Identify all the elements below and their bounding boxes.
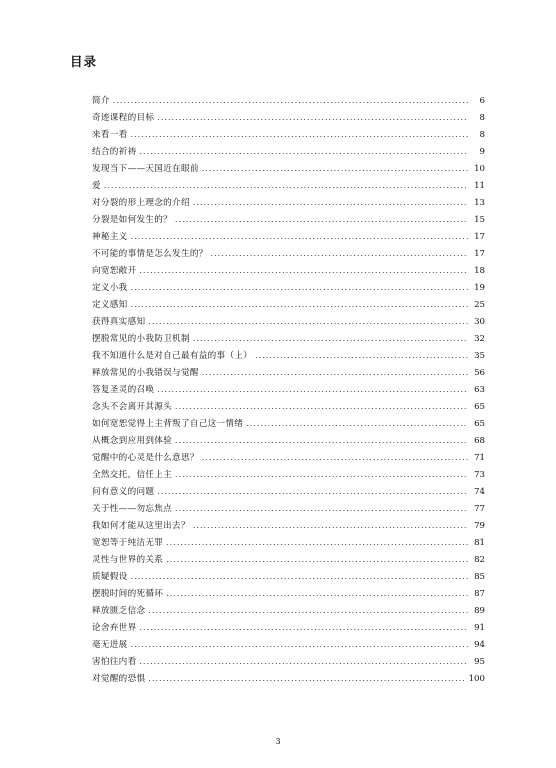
- dot-leader: [104, 177, 468, 194]
- toc-entry-page: 82: [474, 555, 485, 565]
- toc-entry-title: 爱: [92, 181, 101, 191]
- page-title: 目录: [70, 54, 98, 69]
- toc-entry-page: 79: [474, 521, 485, 531]
- toc-entry[interactable]: [92, 92, 485, 109]
- toc-entry-title: 简介: [92, 96, 110, 106]
- toc-entry[interactable]: [92, 177, 485, 194]
- toc-entry[interactable]: [92, 466, 485, 483]
- toc-entry-page: 18: [474, 266, 485, 276]
- toc-entry[interactable]: [92, 415, 485, 432]
- toc-entry[interactable]: [92, 160, 485, 177]
- dot-leader: [175, 398, 468, 415]
- toc-entry-title: 定义小我: [92, 283, 128, 293]
- toc-entry-page: 91: [474, 623, 485, 633]
- toc-entry-page: 77: [474, 504, 485, 514]
- dot-leader: [148, 602, 468, 619]
- dot-leader: [175, 466, 468, 483]
- toc-entry-page: 13: [474, 198, 485, 208]
- toc-entry-title: 从概念到应用到体验: [92, 436, 173, 446]
- toc-entry[interactable]: [92, 126, 485, 143]
- toc-entry-title: 摆脱常见的小我防卫机制: [92, 334, 190, 344]
- toc-entry-title: 我不知道什么是对自己最有益的事（上）: [92, 351, 253, 361]
- toc-entry[interactable]: [92, 517, 485, 534]
- toc-entry[interactable]: [92, 619, 485, 636]
- dot-leader: [193, 330, 468, 347]
- toc-entry-page: 85: [474, 572, 485, 582]
- dot-leader: [131, 568, 468, 585]
- toc-entry-title: 质疑假设: [92, 572, 128, 582]
- toc-entry[interactable]: [92, 636, 485, 653]
- toc-entry[interactable]: [92, 347, 485, 364]
- dot-leader: [131, 126, 468, 143]
- toc-entry-title: 发现当下——天国近在眼前: [92, 164, 199, 174]
- dot-leader: [148, 313, 468, 330]
- toc-entry-title: 宽恕等于纯洁无罪: [92, 538, 164, 548]
- toc-entry-page: 56: [474, 368, 485, 378]
- dot-leader: [166, 551, 468, 568]
- toc-entry[interactable]: [92, 381, 485, 398]
- toc-entry[interactable]: [92, 568, 485, 585]
- dot-leader: [255, 347, 468, 364]
- toc-entry[interactable]: [92, 194, 485, 211]
- toc-entry[interactable]: [92, 670, 485, 687]
- dot-leader: [175, 432, 468, 449]
- toc-entry-page: 17: [474, 232, 485, 242]
- toc-entry[interactable]: [92, 228, 485, 245]
- toc-entry[interactable]: [92, 296, 485, 313]
- table-of-contents: [92, 92, 485, 687]
- dot-leader: [211, 245, 468, 262]
- toc-entry-title: 觉醒中的心灵是什么意思？: [92, 453, 199, 463]
- dot-leader: [113, 92, 468, 109]
- toc-entry[interactable]: [92, 262, 485, 279]
- toc-entry[interactable]: [92, 602, 485, 619]
- toc-entry-page: 6: [479, 96, 485, 106]
- toc-entry[interactable]: [92, 432, 485, 449]
- toc-entry-title: 关于性——勿忘焦点: [92, 504, 173, 514]
- toc-entry-title: 结合的祈祷: [92, 147, 137, 157]
- toc-entry-page: 94: [474, 640, 485, 650]
- dot-leader: [175, 211, 468, 228]
- dot-leader: [131, 279, 468, 296]
- page-number: 3: [275, 737, 281, 746]
- toc-entry-title: 不可能的事情是怎么发生的？: [92, 249, 208, 259]
- toc-entry-page: 9: [479, 147, 485, 157]
- toc-entry-title: 我如何才能从这里出去？: [92, 521, 190, 531]
- toc-entry-title: 释放匮乏信念: [92, 606, 146, 616]
- toc-entry-page: 32: [474, 334, 485, 344]
- toc-entry-title: 灵性与世界的关系: [92, 555, 164, 565]
- dot-leader: [175, 500, 468, 517]
- toc-entry-page: 87: [474, 589, 485, 599]
- toc-entry-title: 分裂是如何发生的？: [92, 215, 173, 225]
- toc-entry-page: 81: [474, 538, 485, 548]
- toc-entry[interactable]: [92, 653, 485, 670]
- toc-entry-title: 问有意义的问题: [92, 487, 155, 497]
- toc-entry-page: 65: [474, 402, 485, 412]
- dot-leader: [139, 619, 468, 636]
- toc-entry[interactable]: [92, 313, 485, 330]
- toc-entry-page: 10: [474, 164, 485, 174]
- toc-entry[interactable]: [92, 398, 485, 415]
- toc-entry-title: 奇迹课程的目标: [92, 113, 155, 123]
- dot-leader: [157, 483, 468, 500]
- dot-leader: [157, 381, 468, 398]
- dot-leader: [246, 415, 468, 432]
- toc-entry-page: 63: [474, 385, 485, 395]
- toc-entry[interactable]: [92, 364, 485, 381]
- toc-entry-page: 35: [474, 351, 485, 361]
- toc-entry-title: 来看一看: [92, 130, 128, 140]
- toc-entry-title: 答复圣灵的召唤: [92, 385, 155, 395]
- toc-entry[interactable]: [92, 500, 485, 517]
- toc-entry-page: 19: [474, 283, 485, 293]
- toc-entry-title: 定义感知: [92, 300, 128, 310]
- dot-leader: [131, 228, 468, 245]
- dot-leader: [202, 364, 468, 381]
- dot-leader: [139, 143, 468, 160]
- toc-entry-title: 神秘主义: [92, 232, 128, 242]
- toc-entry-page: 100: [468, 674, 485, 684]
- toc-entry[interactable]: [92, 534, 485, 551]
- toc-entry-page: 71: [474, 453, 485, 463]
- dot-leader: [166, 534, 468, 551]
- toc-entry[interactable]: [92, 245, 485, 262]
- toc-entry-page: 25: [474, 300, 485, 310]
- toc-entry-page: 68: [474, 436, 485, 446]
- toc-entry-title: 向宽恕敞开: [92, 266, 137, 276]
- dot-leader: [148, 670, 465, 687]
- dot-leader: [139, 653, 468, 670]
- toc-entry[interactable]: [92, 279, 485, 296]
- dot-leader: [193, 517, 468, 534]
- toc-entry-page: 8: [479, 113, 485, 123]
- toc-entry-title: 念头不会离开其源头: [92, 402, 173, 412]
- toc-entry-page: 8: [479, 130, 485, 140]
- toc-entry-page: 65: [474, 419, 485, 429]
- toc-entry-title: 摆脱时间的死循环: [92, 589, 164, 599]
- toc-entry[interactable]: [92, 483, 485, 500]
- toc-entry-title: 论舍弃世界: [92, 623, 137, 633]
- dot-leader: [131, 636, 468, 653]
- toc-entry[interactable]: [92, 143, 485, 160]
- dot-leader: [202, 449, 468, 466]
- toc-entry[interactable]: [92, 330, 485, 347]
- toc-entry-page: 95: [474, 657, 485, 667]
- toc-entry[interactable]: [92, 211, 485, 228]
- toc-entry-title: 释放常见的小我错误与觉醒: [92, 368, 199, 378]
- toc-entry-page: 11: [474, 181, 485, 191]
- toc-entry[interactable]: [92, 449, 485, 466]
- toc-entry-title: 对分裂的形上理念的介绍: [92, 198, 190, 208]
- toc-entry-page: 89: [474, 606, 485, 616]
- toc-entry-page: 30: [474, 317, 485, 327]
- toc-entry-title: 害怕往内看: [92, 657, 137, 667]
- dot-leader: [166, 585, 468, 602]
- toc-entry-title: 毫无进展: [92, 640, 128, 650]
- toc-entry-title: 获得真实感知: [92, 317, 146, 327]
- dot-leader: [139, 262, 468, 279]
- dot-leader: [131, 296, 468, 313]
- toc-entry[interactable]: [92, 585, 485, 602]
- toc-entry-page: 73: [474, 470, 485, 480]
- toc-entry-title: 全然交托，信任上主: [92, 470, 173, 480]
- dot-leader: [193, 194, 468, 211]
- toc-entry[interactable]: [92, 109, 485, 126]
- toc-entry[interactable]: [92, 551, 485, 568]
- toc-entry-title: 对觉醒的恐惧: [92, 674, 146, 684]
- dot-leader: [157, 109, 468, 126]
- toc-entry-page: 15: [474, 215, 485, 225]
- dot-leader: [202, 160, 468, 177]
- toc-entry-page: 17: [474, 249, 485, 259]
- toc-entry-title: 如何宽恕觉得上主背叛了自己这一情绪: [92, 419, 244, 429]
- toc-entry-page: 74: [474, 487, 485, 497]
